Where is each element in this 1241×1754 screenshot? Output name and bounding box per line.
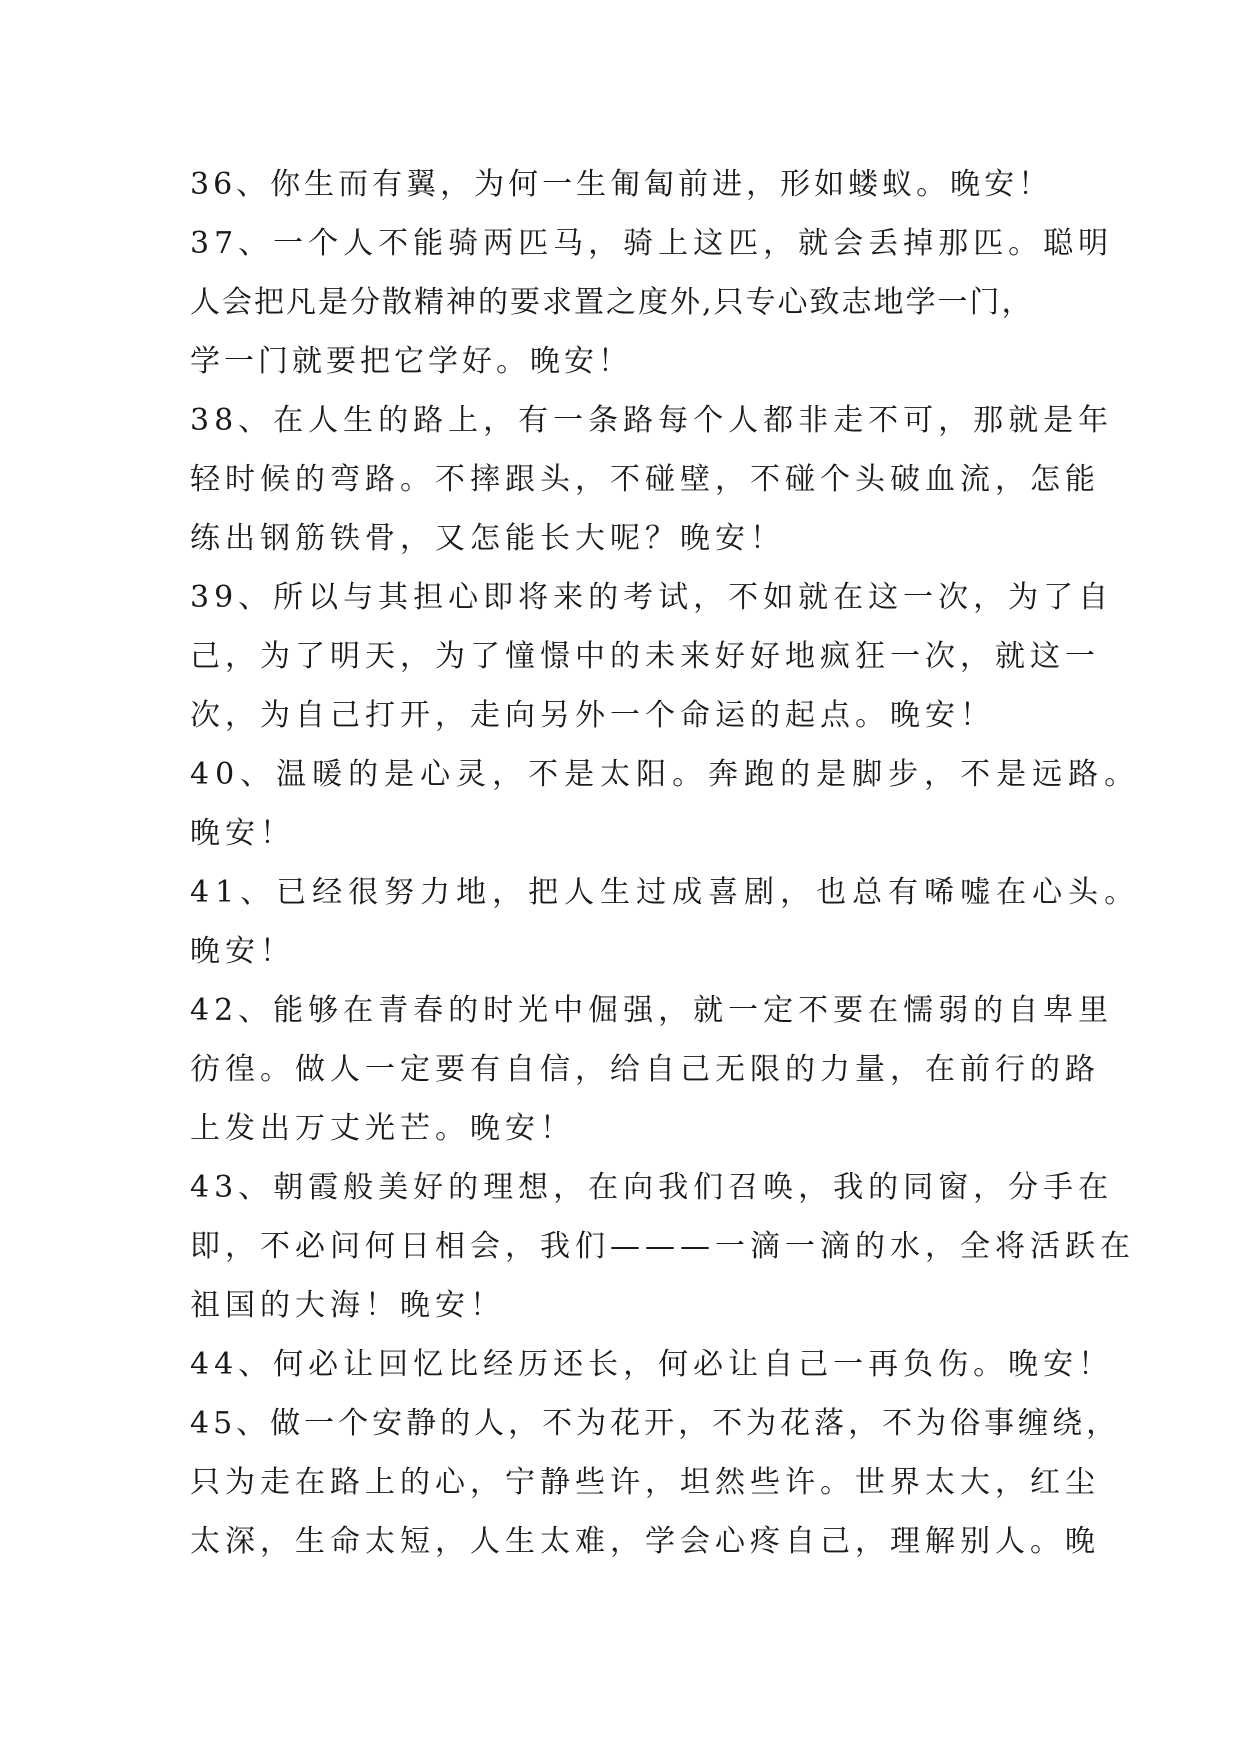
text-line: 39、所以与其担心即将来的考试，不如就在这一次，为了自 (190, 580, 1114, 615)
text-line: 次，为自己打开，走向另外一个命运的起点。晚安！ (190, 698, 995, 733)
text-line: 祖国的大海！晚安！ (190, 1288, 505, 1323)
text-line: 36、你生而有翼，为何一生匍匐前进，形如蝼蚁。晚安！ (190, 167, 1053, 202)
text-line: 己，为了明天，为了憧憬中的未来好好地疯狂一次，就这一 (190, 639, 1100, 674)
text-line: 练出钢筋铁骨，又怎能长大呢？晚安！ (190, 521, 785, 556)
text-line: 彷徨。做人一定要有自信，给自己无限的力量，在前行的路 (190, 1052, 1100, 1087)
text-line: 上发出万丈光芒。晚安！ (190, 1111, 575, 1146)
text-line: 即，不必问何日相会，我们———一滴一滴的水，全将活跃在 (190, 1229, 1135, 1264)
text-line: 太深，生命太短，人生太难，学会心疼自己，理解别人。晚 (190, 1524, 1100, 1559)
text-line: 45、做一个安静的人，不为花开，不为花落，不为俗事缠绕， (190, 1406, 1121, 1441)
text-line: 44、何必让回忆比经历还长，何必让自己一再负伤。晚安！ (190, 1347, 1114, 1382)
text-line: 轻时候的弯路。不摔跟头，不碰壁，不碰个头破血流，怎能 (190, 462, 1100, 497)
text-line: 38、在人生的路上，有一条路每个人都非走不可，那就是年 (190, 403, 1114, 438)
text-line: 43、朝霞般美好的理想，在向我们召唤，我的同窗，分手在 (190, 1170, 1114, 1205)
text-line: 学一门就要把它学好。晚安！ (190, 344, 632, 379)
text-line: 37、一个人不能骑两匹马，骑上这匹，就会丢掉那匹。聪明 (190, 226, 1114, 261)
text-line: 40、温暖的是心灵，不是太阳。奔跑的是脚步，不是远路。 (190, 757, 1141, 792)
text-line: 晚安！ (190, 934, 295, 969)
text-line: 42、能够在青春的时光中倔强，就一定不要在懦弱的自卑里 (190, 993, 1114, 1028)
text-line: 人会把凡是分散精神的要求置之度外,只专心致志地学一门， (190, 285, 1034, 320)
text-line: 只为走在路上的心，宁静些许，坦然些许。世界太大，红尘 (190, 1465, 1100, 1500)
text-line: 晚安！ (190, 816, 295, 851)
text-line: 41、已经很努力地，把人生过成喜剧，也总有唏嘘在心头。 (190, 875, 1141, 910)
